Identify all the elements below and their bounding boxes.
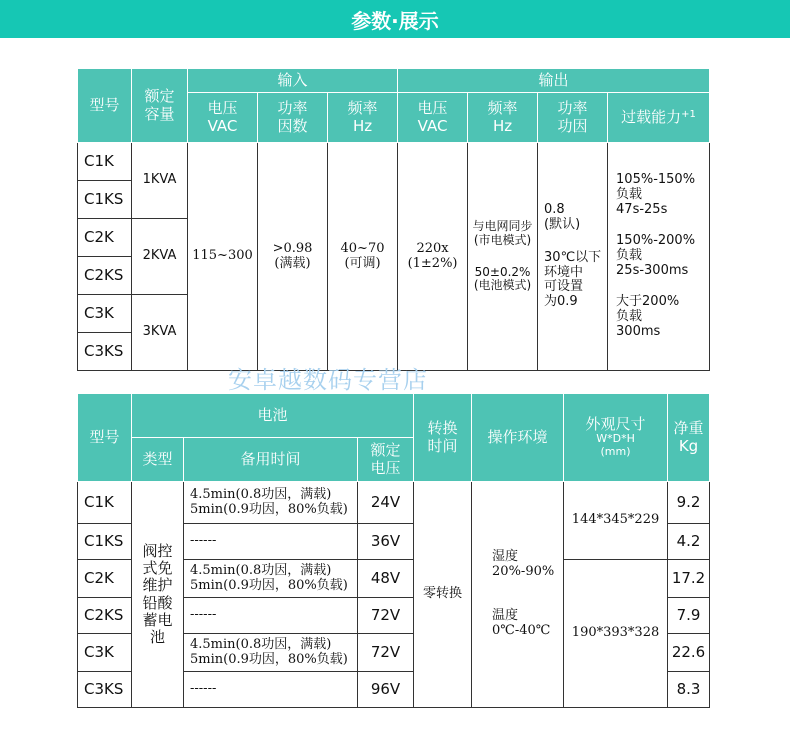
capacity-cell: 1KVA: [132, 143, 188, 219]
out-pf-cell: [538, 143, 608, 371]
header-overload-label: 过载能力: [621, 107, 682, 126]
weight-cell: 4.2: [668, 524, 710, 560]
model-cell: C1K: [78, 143, 132, 181]
rated-voltage-cell: 48V: [358, 560, 414, 598]
header-out-freq: 频率 Hz: [468, 93, 538, 143]
header-in-voltage: 电压 VAC: [188, 93, 258, 143]
weight-cell: 7.9: [668, 598, 710, 634]
out-freq-battery: 50±0.2% (电池模式): [473, 264, 532, 293]
header-in-pf: 功率 因数: [258, 93, 328, 143]
model-cell: C2K: [78, 219, 132, 257]
weight-cell: 9.2: [668, 482, 710, 524]
header-overload-sup: +1: [681, 108, 696, 120]
in-voltage-cell: 115~300: [188, 143, 258, 371]
backup-cell: 4.5min(0.8功因，满载) 5min(0.9功因，80%负载): [184, 482, 358, 524]
backup-cell: ------: [184, 672, 358, 708]
rated-voltage-cell: 72V: [358, 634, 414, 672]
dimensions-cell: 144*345*229: [564, 482, 668, 560]
model-cell: C2KS: [78, 257, 132, 295]
model-cell: C3K: [78, 295, 132, 333]
header-capacity: 额定 容量: [132, 69, 188, 143]
header-type: 类型: [132, 438, 184, 482]
battery-type-cell: 阀控 式免 维护 铅酸 蓄电 池: [132, 482, 184, 708]
weight-cell: 8.3: [668, 672, 710, 708]
header-in-freq: 频率 Hz: [328, 93, 398, 143]
overload-level-1: 105%-150% 负载 47s-25s: [616, 172, 696, 218]
overload-level-2: 150%-200% 负载 25s-300ms: [616, 233, 696, 278]
model-cell: C3KS: [78, 672, 132, 708]
header-battery: 电池: [132, 394, 414, 438]
header-transfer: 转换 时间: [414, 394, 472, 482]
model-cell: C2K: [78, 560, 132, 598]
header-out-pf: 功率 功因: [538, 93, 608, 143]
header-overload: [608, 93, 710, 143]
model-cell: C1KS: [78, 524, 132, 560]
store-watermark: 安卓越数码专营店: [228, 366, 428, 394]
out-pf-default: 0.8 (默认): [544, 201, 581, 232]
overload-level-3: 大于200% 负载 300ms: [616, 293, 680, 339]
out-freq-cell: [468, 143, 538, 371]
backup-cell: 4.5min(0.8功因，满载) 5min(0.9功因，80%负载): [184, 560, 358, 598]
header-dimensions-label: 外观尺寸: [585, 415, 646, 434]
spec-table-battery: [77, 393, 710, 708]
header-backup: 备用时间: [184, 438, 358, 482]
header-rated-voltage: 额定 电压: [358, 438, 414, 482]
capacity-cell: 3KVA: [132, 295, 188, 371]
header-environment: 操作环境: [472, 394, 564, 482]
page-banner: [0, 0, 790, 38]
banner-title: 参数·展示: [351, 8, 439, 33]
out-pf-note: 30℃以下 环境中 可设置 为0.9: [544, 249, 602, 310]
capacity-cell: 2KVA: [132, 219, 188, 295]
out-voltage-cell: 220x (1±2%): [398, 143, 468, 371]
backup-cell: ------: [184, 524, 358, 560]
header-output: 输出: [398, 69, 710, 93]
model-cell: C3K: [78, 634, 132, 672]
rated-voltage-cell: 36V: [358, 524, 414, 560]
header-input: 输入: [188, 69, 398, 93]
header-model: 型号: [78, 394, 132, 482]
backup-cell: ------: [184, 598, 358, 634]
in-pf-cell: >0.98 (满载): [258, 143, 328, 371]
header-weight: 净重 Kg: [668, 394, 710, 482]
environment-cell: 湿度 20%-90% 温度 0℃-40℃: [472, 482, 564, 708]
in-freq-cell: 40~70 (可调): [328, 143, 398, 371]
rated-voltage-cell: 96V: [358, 672, 414, 708]
overload-cell: [608, 143, 710, 371]
rated-voltage-cell: 24V: [358, 482, 414, 524]
header-dimensions: [564, 394, 668, 482]
spec-table-io: [77, 68, 710, 371]
rated-voltage-cell: 72V: [358, 598, 414, 634]
model-cell: C2KS: [78, 598, 132, 634]
dimensions-cell: 190*393*328: [564, 560, 668, 708]
header-dimensions-unit: W*D*H (mm): [596, 432, 635, 459]
model-cell: C1KS: [78, 181, 132, 219]
backup-cell: 4.5min(0.8功因，满载) 5min(0.9功因，80%负载): [184, 634, 358, 672]
header-out-voltage: 电压 VAC: [398, 93, 468, 143]
transfer-cell: 零转换: [414, 482, 472, 708]
weight-cell: 17.2: [668, 560, 710, 598]
weight-cell: 22.6: [668, 634, 710, 672]
model-cell: C1K: [78, 482, 132, 524]
out-freq-grid: 与电网同步 (市电模式): [472, 218, 533, 247]
model-cell: C3KS: [78, 333, 132, 371]
header-model: 型号: [78, 69, 132, 143]
